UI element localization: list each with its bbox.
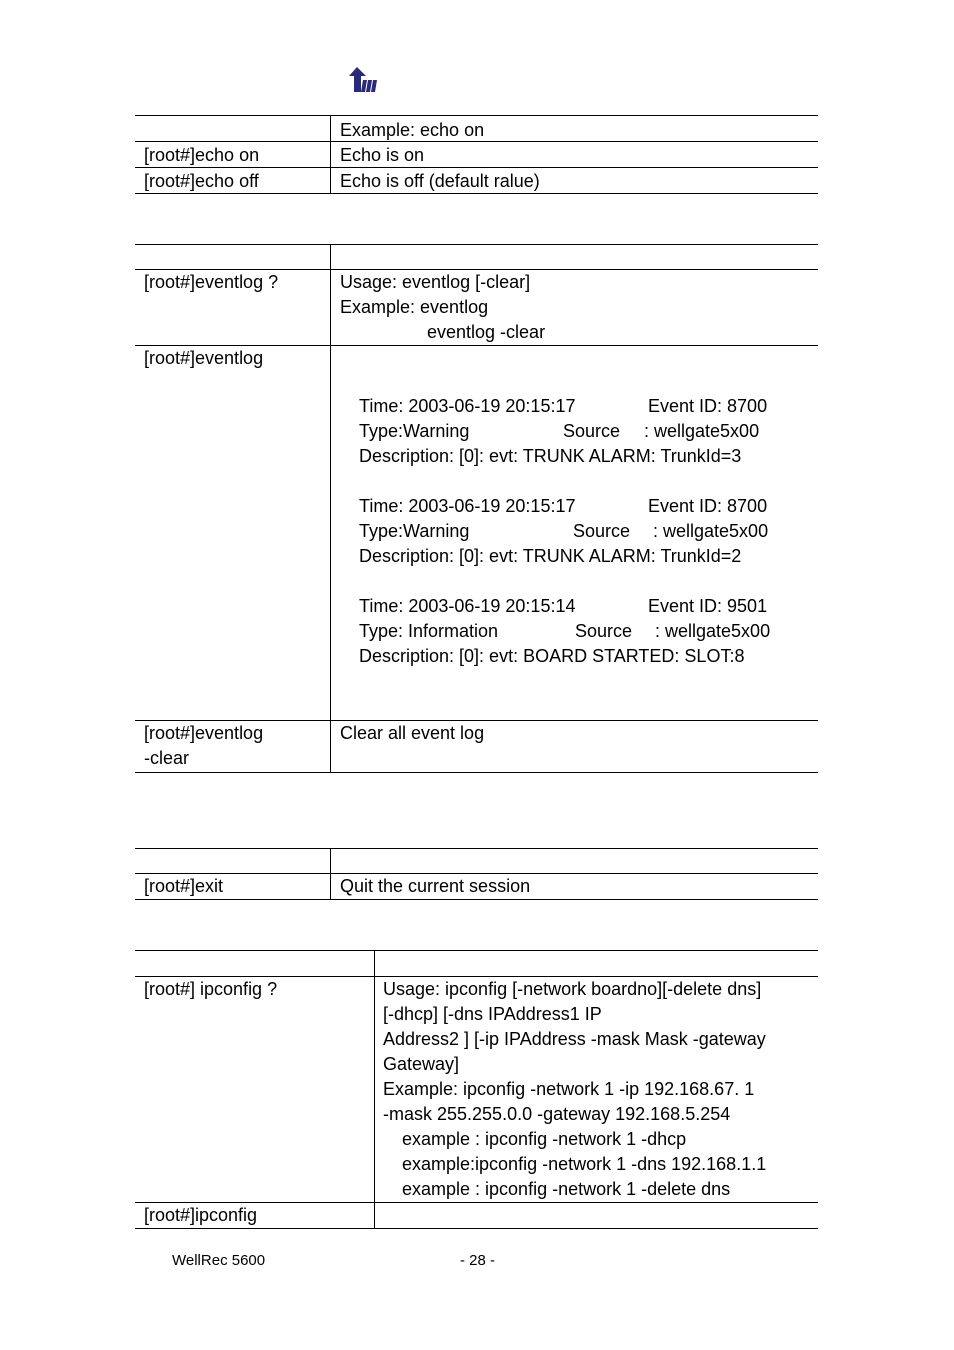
event-type: Type: Information (359, 621, 499, 641)
table-row (135, 977, 818, 1203)
usage-line: Usage: ipconfig [-network boardno][-delete dns] (383, 979, 762, 999)
table-row (135, 270, 818, 346)
table-row (135, 168, 818, 194)
description-cell: Echo is on (340, 145, 425, 165)
description-cell (340, 270, 545, 345)
event-source-label: Source (575, 621, 633, 641)
table-row (135, 346, 818, 721)
footer-page-number: - 28 - (460, 1252, 496, 1269)
usage-line: Address2 ] [-ip IPAddress -mask Mask -gateway (383, 1029, 766, 1049)
event-source-value: : wellgate5x00 (644, 421, 760, 441)
event-type: Type:Warning (359, 421, 470, 441)
table-row (135, 142, 818, 168)
event-source-label: Source (563, 421, 621, 441)
command-cell: [root#]exit (144, 876, 224, 896)
description-cell: Example: echo on (340, 120, 485, 140)
example-line: Example: ipconfig -network 1 -ip 192.168.67. 1 (383, 1079, 755, 1099)
example-line: example:ipconfig -network 1 -dns 192.168.1.1 (402, 1154, 767, 1174)
event-description: Description: [0]: evt: TRUNK ALARM: TrunkId=2 (359, 546, 742, 566)
example-line: example : ipconfig -network 1 -delete dns (402, 1179, 731, 1199)
event-id: Event ID: 8700 (648, 396, 768, 416)
usage-line: Gateway] (383, 1054, 460, 1074)
event-source-value: : wellgate5x00 (653, 521, 769, 541)
company-logo-icon (348, 67, 380, 95)
command-cell: [root#]ipconfig (144, 1205, 258, 1225)
command-cell: [root#] ipconfig ? (144, 979, 278, 999)
description-cell: Clear all event log (340, 723, 485, 743)
command-cell: [root#]eventlog ? (144, 272, 279, 292)
table-row (135, 874, 818, 900)
event-description: Description: [0]: evt: TRUNK ALARM: TrunkId=3 (359, 446, 742, 466)
usage-line: Usage: eventlog [-clear] (340, 272, 531, 292)
usage-line: [-dhcp] [-dns IPAddress1 IP (383, 1004, 602, 1024)
event-time: Time: 2003-06-19 20:15:17 (359, 396, 576, 416)
event-time: Time: 2003-06-19 20:15:17 (359, 496, 576, 516)
command-cell (144, 721, 263, 771)
event-source-label: Source (573, 521, 631, 541)
command-line: [root#]eventlog (144, 723, 264, 743)
description-cell: Quit the current session (340, 876, 531, 896)
table-header-row (135, 244, 818, 270)
table-row (135, 1203, 818, 1229)
description-cell (383, 977, 766, 1202)
command-line: -clear (144, 748, 190, 768)
command-cell: [root#]eventlog (144, 348, 264, 368)
event-description: Description: [0]: evt: BOARD STARTED: SLOT:8 (359, 646, 745, 666)
event-id: Event ID: 9501 (648, 596, 768, 616)
example-line: Example: eventlog (340, 297, 489, 317)
table-header-row (135, 950, 818, 977)
table-row (135, 721, 818, 773)
table-header-row (135, 848, 818, 874)
example-line: eventlog -clear (427, 322, 546, 342)
example-line: -mask 255.255.0.0 -gateway 192.168.5.254 (383, 1104, 731, 1124)
table-row (135, 115, 818, 142)
command-cell: [root#]echo on (144, 145, 260, 165)
event-source-value: : wellgate5x00 (655, 621, 771, 641)
example-line: example : ipconfig -network 1 -dhcp (402, 1129, 687, 1149)
description-cell: Echo is off (default ralue) (340, 171, 540, 191)
footer-product: WellRec 5600 (172, 1252, 266, 1269)
event-time: Time: 2003-06-19 20:15:14 (359, 596, 576, 616)
event-type: Type:Warning (359, 521, 470, 541)
event-id: Event ID: 8700 (648, 496, 768, 516)
command-cell: [root#]echo off (144, 171, 259, 191)
